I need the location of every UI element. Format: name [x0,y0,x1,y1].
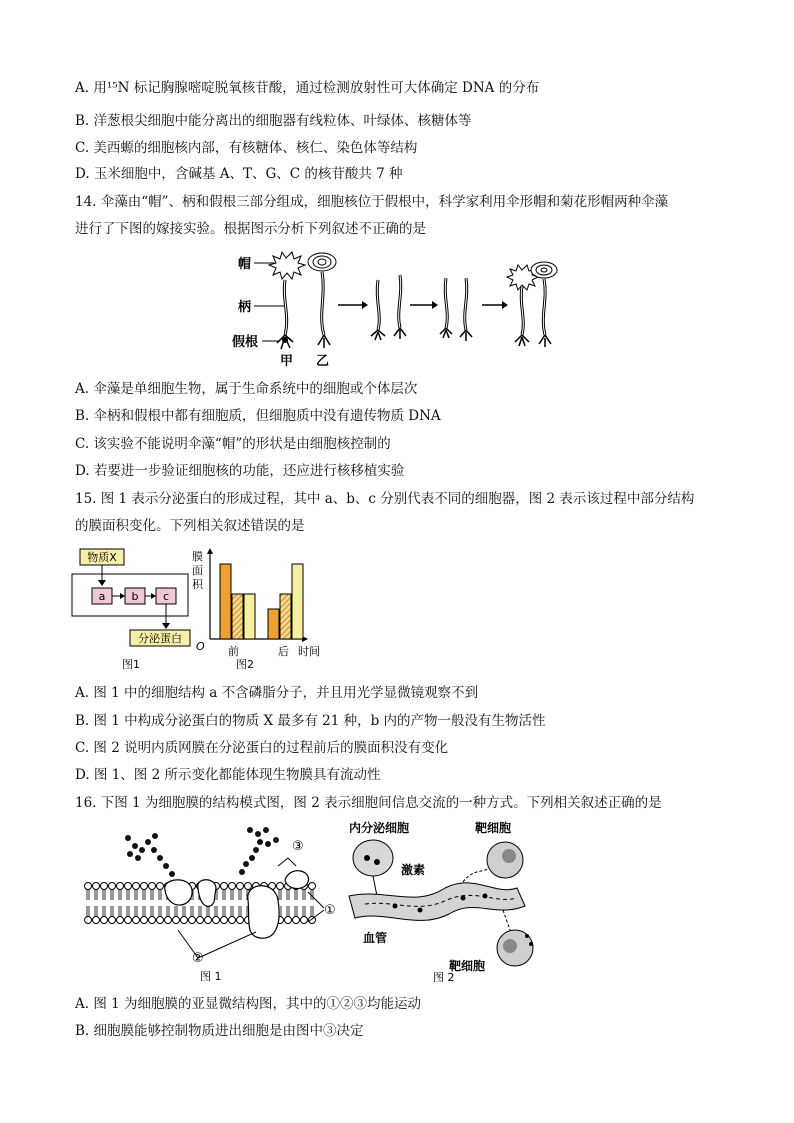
membrane-protein [165,880,192,905]
cell-membrane-figure [80,820,355,985]
q14-option-d: D. 若要进一步验证细胞核的功能，还应进行核移植实验 [75,463,405,479]
q16-option-a: A. 图 1 为细胞膜的亚显微结构图，其中的①②③均能运动 [75,996,422,1012]
label-mark-3: ③ [292,839,304,854]
label-mark-1: ① [324,903,336,918]
membrane-protein [285,871,308,889]
q14-option-b: B. 伞柄和假根中都有细胞质，但细胞质中没有遗传物质 DNA [75,408,441,424]
phospholipid-head [125,883,132,890]
q13-option-a: A. 用¹⁵N 标记胸腺嘧啶脱氧核苷酸，通过检测放射性可大体确定 DNA 的分布 [75,80,540,96]
origin-label: O [196,640,205,653]
secretory-protein-label: 分泌蛋白 [138,632,182,645]
label-rhizoid: 假根 [232,335,259,350]
q15-stem-line1: 15. 图 1 表示分泌蛋白的形成过程，其中 a、b、c 分别代表不同的细胞器，图 2 表示该过程中部分结构 [75,491,695,507]
figure-1-pathway [72,549,190,671]
phospholipid-head [157,917,164,924]
phospholipid-head [133,917,140,924]
figure-2-caption-q16: 图 2 [433,971,455,983]
phospholipid-head [197,917,204,924]
cell-signaling-figure [345,818,555,983]
phospholipid-head [309,883,316,890]
phospholipid-head [205,917,212,924]
phospholipid-head [181,917,188,924]
phospholipid-head [93,883,100,890]
substance-x-label: 物质X [87,551,117,564]
membrane-protein [198,880,216,907]
figure-2-chart [192,548,320,671]
acetabularia-graft-figure [230,250,560,368]
q13-option-c: C. 美西螈的细胞核内部，有核糖体、核仁、染色体等结构 [75,140,418,156]
q13-option-d: D. 玉米细胞中，含碱基 A、T、G、C 的核苷酸共 7 种 [75,166,403,182]
q14-stem-line1: 14. 伞藻由“帽”、柄和假根三部分组成，细胞核位于假根中，科学家利用伞形帽和菊花形帽两种伞藻 [75,194,669,210]
q14-option-c: C. 该实验不能说明伞藻“帽”的形状是由细胞核控制的 [75,436,391,452]
figure-1-caption: 图1 [122,658,140,671]
x-axis-label: 时间 [298,645,320,658]
q16-option-b: B. 细胞膜能够控制物质进出细胞是由图中③决定 [75,1023,364,1039]
bar-前-1 [232,594,243,639]
hormone-label: 激素 [401,863,426,877]
organelle-a-label: a [98,590,106,603]
q15-stem-line2: 的膜面积变化。下列相关叙述错误的是 [75,518,305,534]
phospholipid-head [173,917,180,924]
bar-group [220,564,303,639]
phospholipid-head [101,917,108,924]
endocrine-cell-label: 内分泌细胞 [349,821,410,835]
secretory-protein-figure [70,546,340,674]
y-label-3: 积 [192,578,203,591]
phospholipid-head [125,917,132,924]
phospholipid-head [117,883,124,890]
label-cap: 帽 [238,257,252,272]
q15-option-d: D. 图 1、图 2 所示变化都能体现生物膜具有流动性 [75,767,381,783]
phospholipid-head [157,883,164,890]
phospholipid-head [149,883,156,890]
phospholipid-head [229,917,236,924]
bar-后-0 [268,609,279,639]
y-label-2: 面 [192,564,203,577]
phospholipid-head [189,917,196,924]
phospholipid-head [221,883,228,890]
q14-option-a: A. 伞藻是单细胞生物，属于生命系统中的细胞或个体层次 [75,381,418,397]
label-stalk: 柄 [238,300,252,315]
organelle-b-label: b [131,590,139,603]
phospholipid-head [237,917,244,924]
phospholipid-head [133,883,140,890]
x-tick-after: 后 [278,645,289,658]
bar-后-1 [280,594,291,639]
target-cell-top-label: 靶细胞 [475,821,512,835]
phospholipid-head [237,883,244,890]
x-tick-before: 前 [228,645,239,658]
label-jia: 甲 [280,354,294,368]
bar-前-0 [220,564,231,639]
endocrine-cell [353,840,393,876]
phospholipid-head [149,917,156,924]
label-mark-2: ② [192,951,204,966]
phospholipid-head [85,917,92,924]
target-cell-bottom-label: 靶细胞 [449,959,486,973]
figure-1-caption-q16: 图 1 [200,970,222,983]
phospholipid-head [293,917,300,924]
phospholipid-head [229,883,236,890]
q16-stem: 16. 下图 1 为细胞膜的结构模式图，图 2 表示细胞间信息交流的一种方式。下列相关叙述正确的是 [75,795,662,811]
phospholipid-head [117,917,124,924]
q13-option-b: B. 洋葱根尖细胞中能分离出的细胞器有线粒体、叶绿体、核糖体等 [75,113,472,129]
phospholipid-head [141,917,148,924]
phospholipid-head [93,917,100,924]
glycoprotein-chain [125,833,175,877]
phospholipid-head [141,883,148,890]
phospholipid-head [109,917,116,924]
q15-option-c: C. 图 2 说明内质网膜在分泌蛋白的过程前后的膜面积没有变化 [75,740,449,756]
alga-jia [269,252,305,368]
bar-后-2 [292,564,303,639]
alga-yi [308,253,336,368]
phospholipid-head [85,883,92,890]
label-yi: 乙 [316,354,330,368]
organelle-c-label: c [162,590,170,603]
figure-2-caption: 图2 [236,658,254,671]
phospholipid-head [221,917,228,924]
bar-前-2 [244,594,255,639]
q14-stem-line2: 进行了下图的嫁接实验。根据图示分析下列叙述不正确的是 [75,221,426,237]
vessel-label: 血管 [363,931,388,945]
phospholipid-head [245,883,252,890]
phospholipid-head [301,917,308,924]
q15-option-b: B. 图 1 中构成分泌蛋白的物质 X 最多有 21 种，b 内的产物一般没有生物活性 [75,713,546,729]
phospholipid-head [165,917,172,924]
phospholipid-head [101,883,108,890]
membrane-protein [248,886,279,938]
q15-option-a: A. 图 1 中的细胞结构 a 不含磷脂分子，并且用光学显微镜观察不到 [75,685,479,701]
phospholipid-head [213,917,220,924]
phospholipid-head [277,883,284,890]
glycolipid-chain [239,827,279,875]
phospholipid-head [285,917,292,924]
y-label-1: 膜 [192,550,203,563]
phospholipid-head [109,883,116,890]
